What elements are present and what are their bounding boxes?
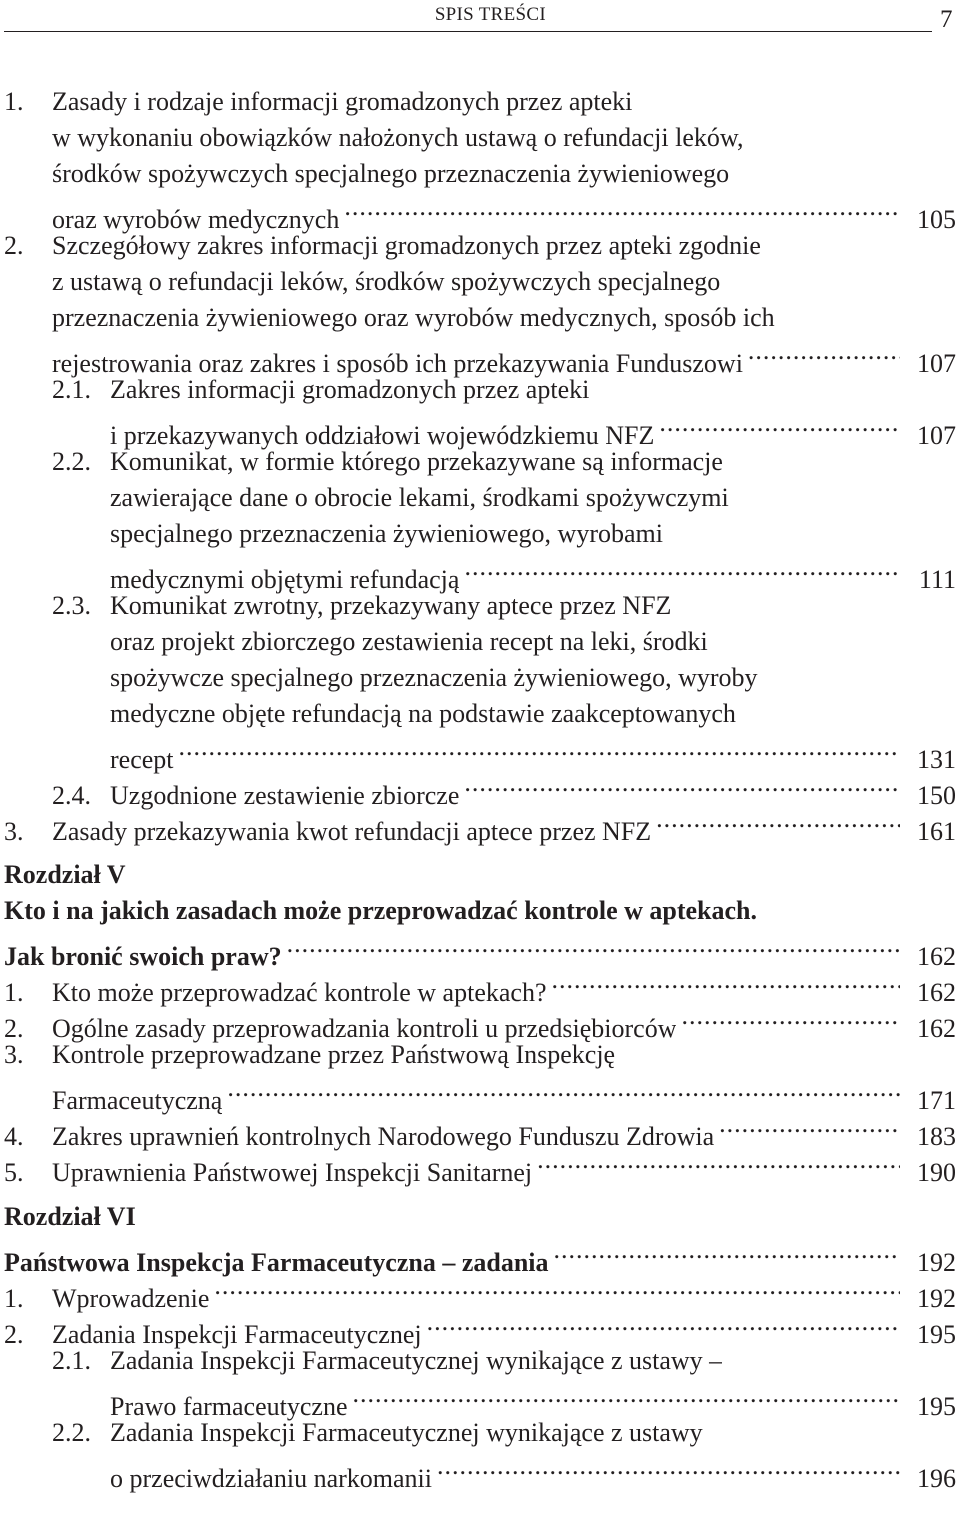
toc-entry-number: 3. — [4, 817, 24, 846]
toc-entry — [0, 228, 960, 378]
chapter-title: Kto i na jakich zasadach może przeprowadzać kontrole w aptekach. — [4, 896, 757, 925]
toc-subentry — [0, 1415, 960, 1493]
toc-entry-text: w wykonaniu obowiązków nałożonych ustawą o refundacji leków, — [52, 123, 744, 152]
toc-entry-text: Zasady przekazywania kwot refundacji aptece przez NFZ — [52, 817, 652, 846]
dot-leader — [352, 1379, 900, 1415]
toc-entry-text: specjalnego przeznaczenia żywieniowego, wyrobami — [110, 519, 663, 548]
toc-entry-text: przeznaczenia żywieniowego oraz wyrobów medycznych, sposób ich — [52, 303, 775, 332]
dot-leader — [464, 768, 900, 804]
dot-leader — [214, 1271, 900, 1307]
toc-entry-text: Zasady i rodzaje informacji gromadzonych przez apteki — [52, 87, 633, 116]
toc-page-number: 171 — [917, 1086, 956, 1115]
toc-entry-text: środków spożywczych specjalnego przeznaczenia żywieniowego — [52, 159, 730, 188]
page-number: 7 — [940, 6, 953, 33]
toc-entry-text: Uzgodnione zestawienie zbiorcze — [110, 781, 460, 810]
toc-entry-number: 1. — [4, 87, 24, 116]
toc-entry-text: medyczne objęte refundacją na podstawie zaakceptowanych — [110, 699, 736, 728]
dot-leader — [464, 552, 900, 588]
toc-entry-number: 2. — [4, 1320, 24, 1349]
toc-entry-number: 2. — [4, 1014, 24, 1043]
dot-leader — [719, 1109, 900, 1145]
table-of-contents — [0, 84, 960, 1493]
toc-entry-text: oraz projekt zbiorczego zestawienia recept na leki, środki — [110, 627, 708, 656]
toc-entry-text: Prawo farmaceutyczne — [110, 1392, 348, 1421]
running-header-title: SPIS TREŚCI — [434, 4, 546, 25]
toc-page-number: 162 — [917, 1014, 956, 1043]
toc-page-number: 162 — [917, 942, 956, 971]
toc-entry-number: 1. — [4, 978, 24, 1007]
running-header — [0, 0, 960, 42]
toc-page-number: 107 — [917, 421, 956, 450]
toc-page-number: 195 — [917, 1320, 956, 1349]
dot-leader — [227, 1073, 900, 1109]
toc-entry — [0, 1037, 960, 1115]
chapter-title: Państwowa Inspekcja Farmaceutyczna – zadania — [4, 1248, 549, 1277]
toc-page-number: 150 — [917, 781, 956, 810]
toc-page-number: 183 — [917, 1122, 956, 1151]
dot-leader — [437, 1451, 900, 1487]
toc-entry-text: oraz wyrobów medycznych — [52, 205, 340, 234]
toc-entry-text: Komunikat zwrotny, przekazywany aptece przez NFZ — [110, 591, 672, 620]
dot-leader — [551, 965, 900, 1001]
chapter-vi — [0, 1199, 960, 1277]
toc-entry-text: Szczegółowy zakres informacji gromadzonych przez apteki zgodnie — [52, 231, 761, 260]
toc-subentry — [0, 372, 960, 450]
toc-entry-number: 2.4. — [52, 781, 91, 810]
toc-entry-text: medycznymi objętymi refundacją — [110, 565, 460, 594]
toc-entry-number: 2.2. — [52, 447, 91, 476]
toc-entry-text: Kto może przeprowadzać kontrole w aptekach? — [52, 978, 547, 1007]
toc-entry-text: i przekazywanych oddziałowi wojewódzkiemu NFZ — [110, 421, 655, 450]
dot-leader — [344, 192, 900, 228]
toc-entry-text: z ustawą o refundacji leków, środków spożywczych specjalnego — [52, 267, 721, 296]
toc-page-number: 105 — [917, 205, 956, 234]
toc-page-number: 192 — [917, 1284, 956, 1313]
toc-page-number: 195 — [917, 1392, 956, 1421]
chapter-label: Rozdział V — [4, 860, 126, 889]
toc-entry-number: 1. — [4, 1284, 24, 1313]
dot-leader — [659, 408, 900, 444]
toc-entry-number: 4. — [4, 1122, 24, 1151]
toc-page-number: 161 — [917, 817, 956, 846]
toc-entry-text: Ogólne zasady przeprowadzania kontroli u przedsiębiorców — [52, 1014, 677, 1043]
toc-page-number: 196 — [917, 1464, 956, 1493]
toc-entry-text: Zadania Inspekcji Farmaceutycznej — [52, 1320, 422, 1349]
chapter-v — [0, 857, 960, 971]
toc-entry-text: Farmaceutyczną — [52, 1086, 223, 1115]
toc-page-number: 162 — [917, 978, 956, 1007]
header-rule — [4, 31, 932, 32]
toc-page-number: 111 — [918, 565, 956, 594]
dot-leader — [656, 804, 900, 840]
toc-page-number: 107 — [917, 349, 956, 378]
toc-entry — [0, 84, 960, 234]
dot-leader — [537, 1145, 900, 1181]
toc-page-number: 190 — [917, 1158, 956, 1187]
dot-leader — [554, 1235, 900, 1271]
chapter-label: Rozdział VI — [4, 1202, 136, 1231]
toc-entry-number: 3. — [4, 1040, 24, 1069]
toc-entry-text: Zadania Inspekcji Farmaceutycznej wynikające z ustawy – — [110, 1346, 723, 1375]
toc-entry-text: Uprawnienia Państwowej Inspekcji Sanitarnej — [52, 1158, 533, 1187]
dot-leader — [287, 929, 900, 965]
toc-entry-text: rejestrowania oraz zakres i sposób ich przekazywania Funduszowi — [52, 349, 743, 378]
dot-leader — [681, 1001, 900, 1037]
toc-entry-number: 2.2. — [52, 1418, 91, 1447]
toc-subentry — [0, 1343, 960, 1421]
dot-leader — [427, 1307, 900, 1343]
dot-leader — [179, 732, 900, 768]
toc-entry-text: recept — [110, 745, 174, 774]
toc-entry-number: 2.1. — [52, 1346, 91, 1375]
toc-entry-text: Zadania Inspekcji Farmaceutycznej wynikające z ustawy — [110, 1418, 703, 1447]
toc-subentry — [0, 588, 960, 774]
toc-entry-text: Komunikat, w formie którego przekazywane są informacje — [110, 447, 723, 476]
dot-leader — [748, 336, 900, 372]
toc-entry-text: zawierające dane o obrocie lekami, środkami spożywczymi — [110, 483, 729, 512]
toc-entry-text: Zakres uprawnień kontrolnych Narodowego Funduszu Zdrowia — [52, 1122, 715, 1151]
toc-entry-number: 2. — [4, 231, 24, 260]
toc-entry-text: Wprowadzenie — [52, 1284, 210, 1313]
toc-entry-number: 5. — [4, 1158, 24, 1187]
toc-subentry — [0, 444, 960, 594]
toc-entry-text: Zakres informacji gromadzonych przez apteki — [110, 375, 590, 404]
toc-entry-number: 2.1. — [52, 375, 91, 404]
chapter-title: Jak bronić swoich praw? — [4, 942, 282, 971]
toc-entry-number: 2.3. — [52, 591, 91, 620]
toc-entry-text: o przeciwdziałaniu narkomanii — [110, 1464, 432, 1493]
toc-page-number: 192 — [917, 1248, 956, 1277]
toc-entry-text: spożywcze specjalnego przeznaczenia żywieniowego, wyroby — [110, 663, 758, 692]
toc-entry-text: Kontrole przeprowadzane przez Państwową Inspekcję — [52, 1040, 616, 1069]
toc-page-number: 131 — [917, 745, 956, 774]
